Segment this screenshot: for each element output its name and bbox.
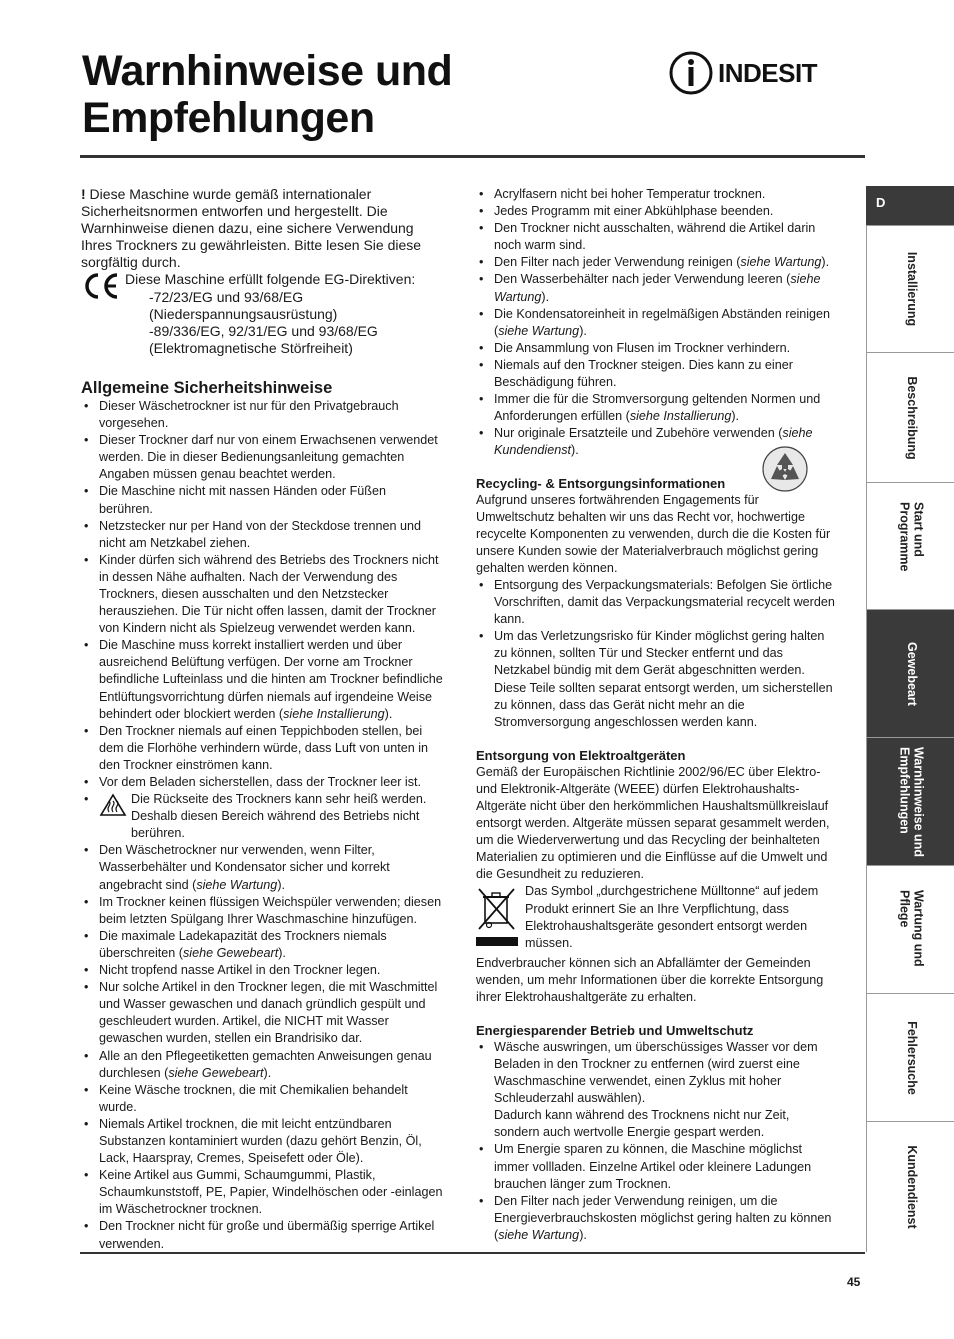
exclaim-mark: ! — [81, 186, 86, 202]
list-item: • Nur originale Ersatzteile und Zubehöre verwenden (siehe Kundendienst). — [476, 425, 838, 459]
list-item-text: Alle an den Pflegeetiketten gemachten Anweisungen genau durchlesen ( — [99, 1048, 432, 1080]
list-item: • Den Filter nach jeder Verwendung reinigen, um die Energieverbrauchskosten möglichst gering halten zu können (siehe Wartung). — [476, 1193, 838, 1244]
tab-gewebeart[interactable] — [866, 610, 954, 738]
list-item: • Niemals Artikel trocknen, die mit leicht entzündbaren Substanzen kontaminiert wurden (dazu gehört Benzin, Öl, Lack, Haarspray, Cremes, Speisefett oder Öle). — [81, 1116, 443, 1167]
list-item: • Keine Wäsche trocknen, die mit Chemikalien behandelt wurde. — [81, 1082, 443, 1116]
tab-label: D — [876, 195, 886, 210]
section-tabs — [866, 186, 954, 1252]
cross-reference: siehe Wartung — [498, 323, 580, 338]
tab-warnhinweise[interactable] — [866, 738, 954, 866]
ce-line: (Niederspannungsausrüstung) — [149, 305, 338, 322]
safety-heading: Allgemeine Sicherheitshinweise — [81, 378, 333, 397]
energy-heading: Energiesparender Betrieb und Umweltschutz — [476, 1022, 754, 1038]
list-item-text: Den Filter nach jeder Verwendung reinigen ( — [494, 255, 741, 270]
list-item: • Die Ansammlung von Flusen im Trockner verhindern. — [476, 340, 838, 357]
list-item: • Die Kondensatoreinheit in regelmäßigen Abständen reinigen (siehe Wartung). — [476, 306, 838, 340]
hot-surface-warning-icon — [99, 791, 131, 842]
list-item: • Immer die für die Stromversorgung geltenden Normen und Anforderungen erfüllen (siehe Installierung). — [476, 391, 838, 425]
ce-line: (Elektromagnetische Störfreiheit) — [149, 339, 353, 356]
list-item — [476, 1039, 838, 1142]
list-item-text: Den Wäschetrockner nur verwenden, wenn Filter, Wasserbehälter und Kondensator sicher und korrekt angebracht sind ( — [99, 843, 390, 892]
tab-label: Fehlersuche — [904, 1020, 919, 1095]
recycling-icon — [761, 445, 809, 498]
tab-wartung-und-pflege[interactable] — [866, 866, 954, 994]
list-item-text: Immer die für die Stromversorgung geltenden Normen und Anforderungen erfüllen ( — [494, 392, 821, 424]
list-item-text: Die Maschine muss korrekt installiert werden und über ausreichend Belüftung verfügen. Der vorne am Trockner befindliche Lufteinlass und die hinten am Trockner befindliche Entlüftungsvorrichtung dürfen niemals auf irgendeine Weise behindert oder blockiert werden — [99, 638, 443, 721]
list-item: • Den Trockner niemals auf einen Teppichboden stellen, bei dem die Florhöhe verhindern würde, dass Luft von unten in den Trockner einströmen kann. — [81, 723, 443, 774]
list-item: • Den Trockner nicht für große und übermäßig sperrige Artikel verwenden. — [81, 1218, 443, 1252]
cross-reference: siehe Installierung — [629, 409, 732, 424]
safety-list — [81, 398, 443, 1253]
list-item: • Nicht tropfend nasse Artikel in den Trockner legen. — [81, 962, 443, 979]
list-item: • Vor dem Beladen sicherstellen, dass der Trockner leer ist. — [81, 774, 443, 791]
tab-label: Beschreibung — [904, 375, 919, 460]
list-item: • Den Trockner nicht ausschalten, während die Artikel darin noch warm sind. — [476, 220, 838, 254]
list-item: • Alle an den Pflegeetiketten gemachten Anweisungen genau durchlesen (siehe Gewebeart). — [81, 1048, 443, 1082]
list-item: • Kinder dürfen sich während des Betriebs des Trockners nicht in dessen Nähe aufhalten. Nach der Verwendung des Trockners, diesen ausschalten und den Netzstecker herausziehen. Die Tür nicht offen lassen, damit der Trockner von Kindern nicht als Spielzeug verwendet werden kann. — [81, 552, 443, 637]
energy-list — [476, 1039, 838, 1244]
ce-line: -72/23/EG und 93/68/EG — [149, 288, 304, 305]
list-item: • Niemals auf den Trockner steigen. Dies kann zu einer Beschädigung führen. — [476, 357, 838, 391]
page-number: 45 — [847, 1275, 861, 1289]
cross-reference: siehe Wartung — [494, 272, 821, 304]
brand-name: INDESIT — [718, 57, 818, 88]
ce-declaration — [81, 271, 443, 356]
ce-mark-icon — [81, 271, 125, 356]
cross-reference: siehe Installierung — [283, 706, 385, 721]
weee-heading: Entsorgung von Elektroaltgeräten — [476, 747, 686, 763]
list-item: • Keine Artikel aus Gummi, Schaumgummi, Plastik, Schaumkunststoff, PE, Papier, Windelhöschen oder -einlagen im Wäschetrockner trocknen. — [81, 1167, 443, 1218]
list-item-text: Den Wasserbehälter nach jeder Verwendung leeren ( — [494, 272, 791, 287]
list-item: • Den Filter nach jeder Verwendung reinigen (siehe Wartung). — [476, 254, 838, 271]
page-title — [82, 48, 452, 142]
list-item-text: Nur originale Ersatzteile und Zubehöre verwenden ( — [494, 426, 783, 441]
hot-warning-text: • Die Rückseite des Trockners kann sehr heiß werden. Deshalb diesen Bereich während des Betriebs nicht berühren. — [131, 792, 427, 841]
list-item: • Acrylfasern nicht bei hoher Temperatur trocknen. — [476, 186, 838, 203]
list-item: • Um Energie sparen zu können, die Maschine möglichst immer vollladen. Einzelne Artikel oder kleinere Ladungen brauchen länger zum Trocknen. — [476, 1141, 838, 1192]
list-item: • Den Wäschetrockner nur verwenden, wenn Filter, Wasserbehälter und Kondensator sicher und korrekt angebracht sind (siehe Wartung). — [81, 842, 443, 893]
tab-label: Gewebeart — [904, 641, 919, 706]
cross-reference: siehe Gewebeart — [183, 945, 279, 960]
tab-start-und-programme[interactable] — [866, 483, 954, 610]
list-item — [81, 791, 443, 842]
list-item: • Netzstecker nur per Hand von der Steckdose trennen und nicht am Netzkabel ziehen. — [81, 518, 443, 552]
weee-symbol-block — [476, 883, 838, 954]
list-item: • Die Maschine muss korrekt installiert werden und über ausreichend Belüftung verfügen. Der vorne am Trockner befindliche Lufteinlass und die hinten am Trockner befindliche Entlüftungsvorrichtung dürfen niemals auf irgendeine Weise behindert oder blockiert werden (siehe Installierung). — [81, 637, 443, 722]
tab-beschreibung[interactable] — [866, 353, 954, 483]
cross-reference: siehe Wartung — [740, 255, 822, 270]
list-item-text: Dadurch kann während des Trocknens nicht nur Zeit, sondern auch wertvolle Energie gespart werden. — [494, 1108, 790, 1140]
list-item-text: Wäsche auswringen, um überschüssiges Wasser vor dem Beladen in den Trockner zu entfernen (wird zuerst eine Waschmaschine verwendet, einen Zyklus mit hoher Schleuderzahl auswählen). — [494, 1039, 818, 1106]
list-item: • Im Trockner keinen flüssigen Weichspüler verwenden; diesen beim letzten Spülgang Ihrer Waschmaschine hinzufügen. — [81, 894, 443, 928]
tab-fehlersuche[interactable] — [866, 994, 954, 1122]
indesit-logo — [668, 50, 817, 96]
cross-reference: siehe Kundendienst — [494, 426, 813, 458]
list-item: • Den Wasserbehälter nach jeder Verwendung leeren (siehe Wartung). — [476, 271, 838, 305]
indesit-logo-icon — [668, 50, 714, 96]
weee-text-2: Endverbraucher können sich an Abfallämter der Gemeinden wenden, um mehr Informationen über die korrekte Entsorgung ihrer Elektrohaushaltgeräte zu erhalten. — [476, 955, 824, 1004]
tab-kundendienst[interactable] — [866, 1122, 954, 1252]
cross-reference: siehe Gewebeart — [168, 1065, 264, 1080]
recycling-text: Aufgrund unseres fortwährenden Engagements für Umweltschutz behalten wir uns das Recht vor, hochwertige recycelte Komponenten zu verwenden, durch die die Kosten für unsere Kunden sowie der Materialverbrauch möglichst gering gehalten werden können. — [476, 492, 831, 575]
cross-reference: siehe Wartung — [196, 877, 278, 892]
crossed-bin-icon — [476, 883, 525, 954]
list-item-text: Die maximale Ladekapazität des Trockners niemals überschreiten ( — [99, 928, 387, 960]
list-item: • Nur solche Artikel in den Trockner legen, die mit Waschmittel und Wasser gewaschen und danach gründlich gespült und geschleudert wurden. Artikel, die NICHT mit Wasser gewaschen wurden, stellen ein Brandrisiko dar. — [81, 979, 443, 1047]
cross-reference: siehe Wartung — [498, 1227, 580, 1242]
list-item: • Jedes Programm mit einer Abkühlphase beenden. — [476, 203, 838, 220]
intro-text: Diese Maschine wurde gemäß internationaler Sicherheitsnormen entworfen und hergestellt. Die Warnhinweise dienen dazu, eine sichere Verwendung Ihres Trockners zu gewährleisten. Bitte lesen Sie diese sorgfältig durch. — [81, 186, 422, 271]
right-column — [476, 186, 838, 1244]
tab-installierung[interactable] — [866, 226, 954, 353]
ce-line: -89/336/EG, 92/31/EG und 93/68/EG — [149, 322, 378, 339]
list-item: • Dieser Trockner darf nur von einem Erwachsenen verwendet werden. Die in dieser Bedienungsanleitung gemachten Angaben müssen genau beachtet werden. — [81, 432, 443, 483]
list-item: • Dieser Wäschetrockner ist nur für den Privatgebrauch vorgesehen. — [81, 398, 443, 432]
tab-label: Kundendienst — [904, 1145, 919, 1229]
list-item: • Entsorgung des Verpackungsmaterials: Befolgen Sie örtliche Vorschriften, damit das Verpackungsmaterial recycelt werden kann. — [476, 577, 838, 628]
weee-text: Gemäß der Europäischen Richtlinie 2002/96/EC über Elektro- und Elektronik-Altgeräte (WEEE) dürfen Elektrohaushalts-Altgeräte nicht über den herkömmlichen Haushaltsmüllkreislauf entsorgt werden. Altgeräte müssen separat gesammelt werden, um die Wiederverwertung und das Recycling der beinhalteten Materialien zu optimieren und die Einflüsse auf die Umwelt und die Gesundheit zu reduzieren. — [476, 764, 830, 882]
title-line-1: Warnhinweise und — [82, 47, 453, 95]
weee-symbol-text: Das Symbol „durchgestrichene Mülltonne“ auf jedem Produkt erinnert Sie an Ihre Verpflichtung, dass Elektrohaushaltsgeräte gesondert entsorgt werden müssen. — [525, 884, 819, 950]
list-item-text: Die Kondensatoreinheit in regelmäßigen Abständen reinigen ( — [494, 306, 831, 338]
tab-label: Warnhinweise und Empfehlungen — [897, 746, 925, 857]
intro-paragraph — [81, 186, 443, 271]
tab-label: Installierung — [904, 251, 919, 327]
tab-label: Start und Programme — [897, 502, 925, 572]
ce-line: Diese Maschine erfüllt folgende EG-Direktiven: — [125, 271, 416, 288]
safety-list-continued — [476, 186, 838, 460]
left-column — [81, 186, 443, 1253]
list-item: • Um das Verletzungsrisko für Kinder möglichst gering halten zu können, sollten Tür und Stecker entfernt und das Netzkabel bündig mit dem Gerät abgeschnitten werden. Diese Teile sollten separat entsorgt werden, um sicherstellen zu können, dass das Gerät nicht mehr an die Stromversorgung angeschlossen werden kann. — [476, 628, 838, 731]
title-line-2: Empfehlungen — [82, 94, 375, 142]
header-rule — [80, 155, 865, 158]
tab-label: Wartung und Pflege — [897, 889, 925, 967]
footer-rule — [80, 1252, 865, 1254]
list-item: • Die maximale Ladekapazität des Trockners niemals überschreiten (siehe Gewebeart). — [81, 928, 443, 962]
list-item: • Die Maschine nicht mit nassen Händen oder Füßen berühren. — [81, 483, 443, 517]
recycling-heading: Recycling- & Entsorgungsinformationen — [476, 475, 726, 491]
recycling-list — [476, 577, 838, 731]
tab-language[interactable] — [866, 186, 954, 226]
list-item-text: Den Filter nach jeder Verwendung reinigen, um die Energieverbrauchskosten möglichst gering halten zu können ( — [494, 1193, 832, 1242]
